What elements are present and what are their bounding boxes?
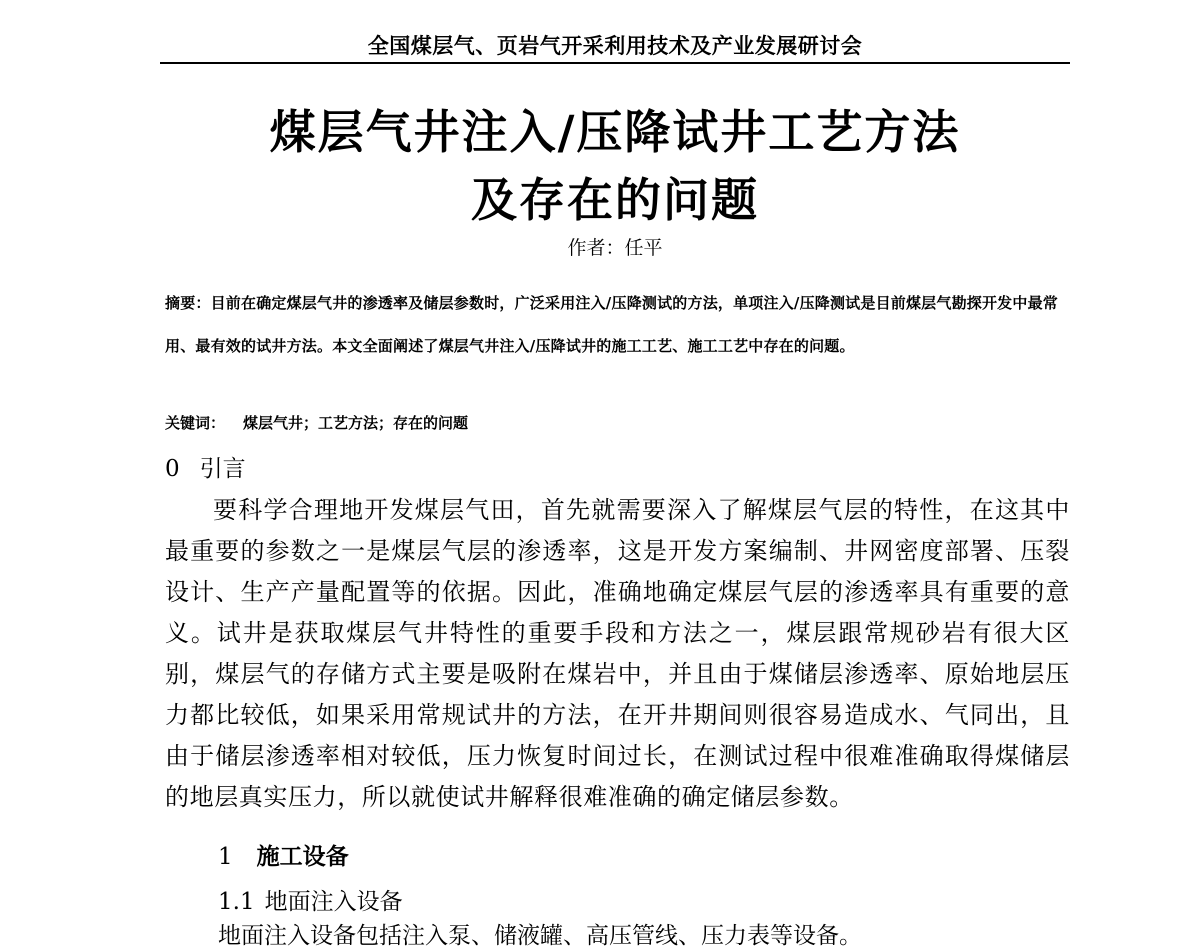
section-title: 引言 — [199, 456, 246, 482]
author-line — [160, 233, 1070, 260]
intro-paragraph: 要科学合理地开发煤层气田，首先就需要深入了解煤层气层的特性，在这其中最重要的参数之一是煤层气层的渗透率，这是开发方案编制、井网密度部署、压裂设计、生产产量配置等的依据。因此，准确地确定煤层气层的渗透率具有重要的意义。试井是获取煤层气井特性的重要手段和方法之一，煤层跟常规砂岩有很大区别，煤层气的存储方式主要是吸附在煤岩中，并且由于煤储层渗透率、原始地层压力都比较低，如果采用常规试井的方法，在开井期间则很容易造成水、气同出，且由于储层渗透率相对较低，压力恢复时间过长，在测试过程中很难准确取得煤储层的地层真实压力，所以就使试井解释很难准确的确定储层参数。 — [165, 496, 1070, 811]
abstract — [165, 282, 1070, 368]
subsection-title: 地面注入设备 — [264, 889, 403, 915]
abstract-label: 摘要： — [165, 294, 211, 312]
section-title: 施工设备 — [256, 843, 349, 870]
author-label: 作者： — [567, 237, 625, 259]
section-number: 1 — [218, 844, 233, 870]
keywords-label: 关键词： — [165, 414, 226, 432]
keywords-text: 煤层气井；工艺方法；存在的问题 — [243, 414, 469, 432]
section-heading-intro — [165, 450, 246, 483]
running-header: 全国煤层气、页岩气开采利用技术及产业发展研讨会 — [367, 33, 863, 58]
subsection-heading-1-1 — [218, 883, 403, 916]
author-name: 任平 — [624, 237, 663, 259]
section-number: 0 — [165, 456, 180, 482]
paper-title-line-2: 及存在的问题 — [471, 173, 759, 227]
subsection-number: 1.1 — [218, 889, 255, 915]
cutoff-text: 地面注入设备包括注入泵、储液罐、高压管线、压力表等设备。 — [218, 923, 862, 949]
header-rule — [160, 62, 1070, 64]
abstract-text: 目前在确定煤层气井的渗透率及储层参数时，广泛采用注入/压降测试的方法，单项注入/压降测试是目前煤层气勘探开发中最常用、最有效的试井方法。本文全面阐述了煤层气井注入/压降试井的施工工艺、施工工艺中存在的问题。 — [165, 294, 1058, 355]
keywords — [165, 412, 468, 433]
section-heading-1 — [218, 838, 349, 871]
cutoff-text-line — [218, 923, 938, 949]
paper-title-line-1: 煤层气井注入/压降试井工艺方法 — [269, 105, 961, 159]
